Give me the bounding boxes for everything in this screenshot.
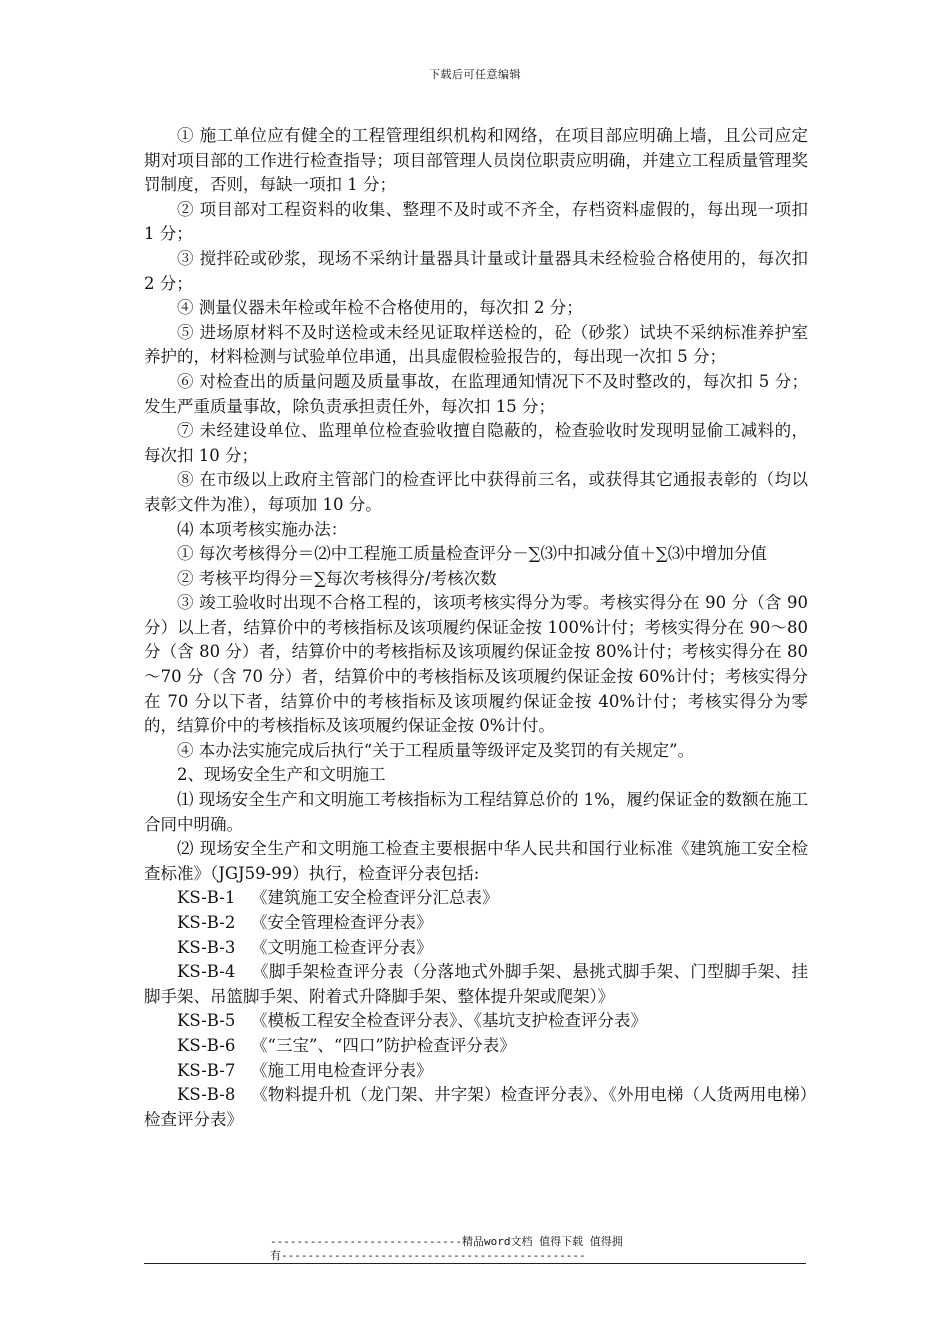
form-list-item: KS-B-6 《“三宝”、“四口”防护检查评分表》 [177,1035,516,1055]
paragraph: ⑦ 未经建设单位、监理单位检查验收擅自隐蔽的，检查验收时发现明显偷工减料的，每次扣 10 分； [144,421,808,465]
footer-text-line-1: -----------------------------精品word文档 值得下载 值得拥 [270,1235,623,1248]
form-list-item: KS-B-3 《文明施工检查评分表》 [177,937,433,957]
paragraph: ③ 搅拌砼或砂浆，现场不采纳计量器具计量或计量器具未经检验合格使用的，每次扣 2 分； [144,248,808,293]
form-list-item: KS-B-8 《物料提升机（龙门架、井字架）检查评分表》、《外用电梯（人货两用电梯）检查评分表》 [144,1085,808,1129]
paragraph: ⑤ 进场原材料不及时送检或未经见证取样送检的，砼（砂浆）试块不采纳标准养护室养护的，材料检测与试验单位串通，出具虚假检验报告的，每出现一次扣 5 分； [144,322,808,367]
form-list-item: KS-B-4 《脚手架检查评分表（分落地式外脚手架、悬挑式脚手架、门型脚手架、挂脚手架、吊篮脚手架、附着式升降脚手架、整体提升架或爬架）》 [144,962,808,1006]
footer-text-line-2: 有---------------------------------------------- [270,1249,586,1262]
section-heading: 2、现场安全生产和文明施工 [177,765,386,785]
form-list-item: KS-B-1 《建筑施工安全检查评分汇总表》 [177,888,499,908]
paragraph: ⑥ 对检查出的质量问题及质量事故，在监理通知情况下不及时整改的，每次扣 5 分；发生严重质量事故，除负责承担责任外，每次扣 15 分； [144,371,808,416]
paragraph: ④ 测量仪器未年检或年检不合格使用的，每次扣 2 分； [177,298,583,318]
paragraph: ② 考核平均得分＝∑每次考核得分/考核次数 [177,568,497,588]
form-list-item: KS-B-5 《模板工程安全检查评分表》、《基坑支护检查评分表》 [177,1011,648,1031]
paragraph: ③ 竣工验收时出现不合格工程的，该项考核实得分为零。考核实得分在 90 分（含 90 分）以上者，结算价中的考核指标及该项履约保证金按 100%计付；考核实得分在 90～80 分（含 80 分）者，结算价中的考核指标及该项履约保证金按 80%计付；考核实得分在 80～70 分（含 70 分）者，结算价中的考核指标及该项履约保证金按 60%计付；考核实得分在 70 分以下者，结算价中的考核指标及该项履约保证金按 40%计付；考核实得分为零的，结算价中的考核指标及该项履约保证金按 0%计付。 [144,593,808,736]
form-list-item: KS-B-7 《施工用电检查评分表》 [177,1060,433,1080]
section-heading: ⑷ 本项考核实施办法： [177,519,348,539]
header-note: 下载后可任意编辑 [429,68,521,81]
paragraph: ① 每次考核得分＝⑵中工程施工质量检查评分－∑⑶中扣减分值＋∑⑶中增加分值 [177,544,767,564]
footer-divider [144,1263,806,1264]
form-list-item: KS-B-2 《安全管理检查评分表》 [177,913,433,932]
paragraph: ⑴ 现场安全生产和文明施工考核指标为工程结算总价的 1%，履约保证金的数额在施工合同中明确。 [144,790,808,834]
paragraph: ④ 本办法实施完成后执行“关于工程质量等级评定及奖罚的有关规定”。 [177,740,695,760]
paragraph: ⑵ 现场安全生产和文明施工检查主要根据中华人民共和国行业标准《建筑施工安全检查标准》（JGJ59-99）执行，检查评分表包括: [144,839,808,883]
document-body [144,124,808,1132]
paragraph: ② 项目部对工程资料的收集、整理不及时或不齐全，存档资料虚假的，每出现一项扣 1 分； [144,199,808,244]
paragraph: ① 施工单位应有健全的工程管理组织机构和网络，在项目部应明确上墙，且公司应定期对项目部的工作进行检查指导；项目部管理人员岗位职责应明确，并建立工程质量管理奖罚制度，否则，每缺一项扣 1 分； [144,126,808,195]
paragraph: ⑧ 在市级以上政府主管部门的检查评比中获得前三名，或获得其它通报表彰的（均以表彰文件为准），每项加 10 分。 [144,470,808,514]
